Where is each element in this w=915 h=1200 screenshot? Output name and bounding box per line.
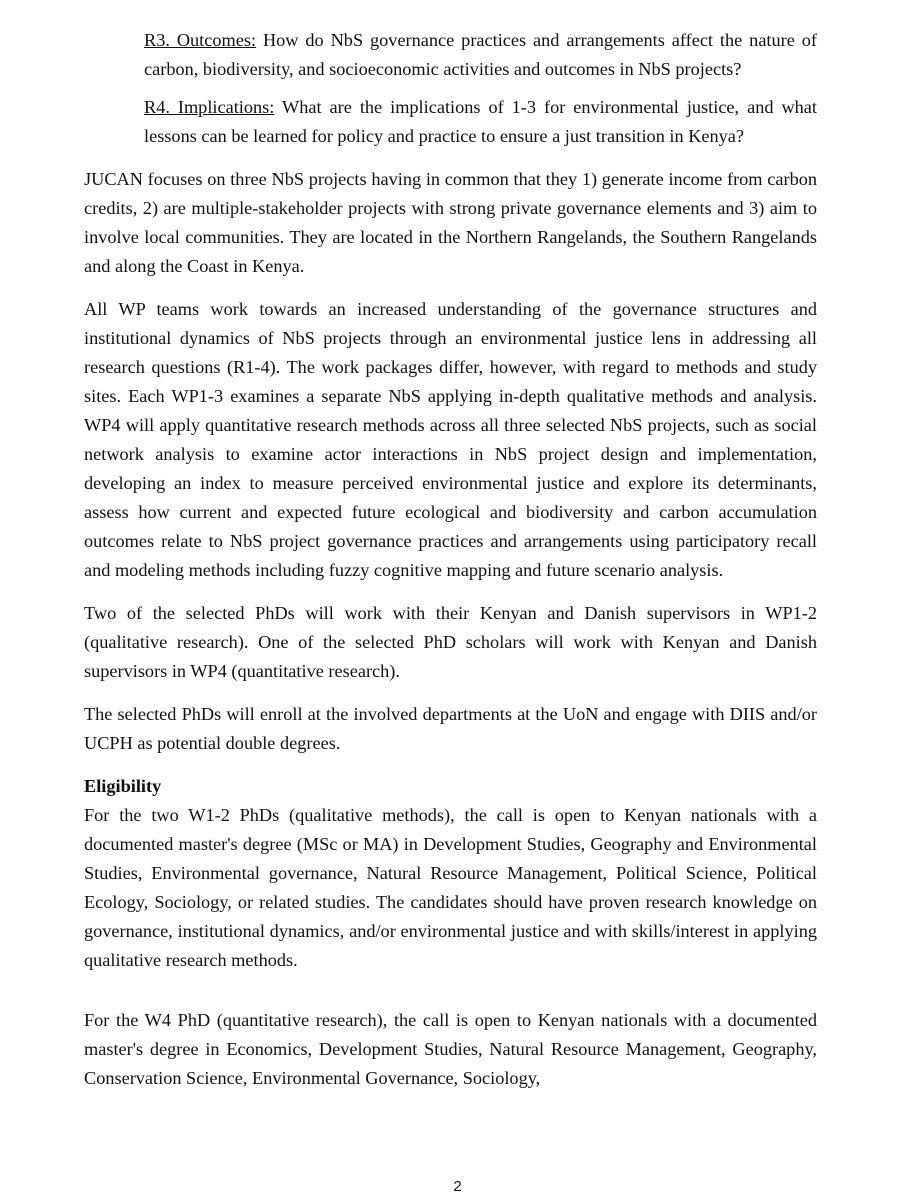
paragraph-enrollment: The selected PhDs will enroll at the involved departments at the UoN and engage with DIIS and/or UCPH as potential double degrees. — [84, 704, 817, 753]
rq-text: What are the implications of 1-3 for environmental justice, and what lessons can be learned for policy and practice to ensure a just transition in Kenya? — [144, 97, 817, 146]
paragraph-projects: JUCAN focuses on three NbS projects having in common that they 1) generate income from carbon credits, 2) are multiple-stakeholder projects with strong private governance elements and 3) aim to involve local communities. They are located in the Northern Rangelands, the Southern Rangelands and along the Coast in Kenya. — [84, 169, 817, 276]
paragraph-phd-supervisors: Two of the selected PhDs will work with their Kenyan and Danish supervisors in WP1-2 (qualitative research). One of the selected PhD scholars will work with Kenyan and Danish supervisors in WP4 (quantitative research). — [84, 603, 817, 681]
page-number: 2 — [453, 1178, 462, 1195]
eligibility-qualitative: For the two W1-2 PhDs (qualitative methods), the call is open to Kenyan nationals with a documented master's degree (MSc or MA) in Development Studies, Geography and Environmental Studies, Environmental governance, Natural Resource Management, Political Science, Political Ecology, Sociology, or related studies. The candidates should have proven research knowledge on governance, institutional dynamics, and/or environmental justice and with skills/interest in applying qualitative research methods. — [84, 805, 817, 970]
rq-text: How do NbS governance practices and arrangements affect the nature of carbon, biodiversity, and socioeconomic activities and outcomes in NbS projects? — [144, 30, 817, 79]
eligibility-quantitative: For the W4 PhD (quantitative research), the call is open to Kenyan nationals with a documented master's degree in Economics, Development Studies, Natural Resource Management, Geography, Conservation Science, Environmental Governance, Sociology, — [84, 1010, 817, 1088]
document-page — [84, 26, 817, 1093]
rq-label: R3. Outcomes: — [144, 30, 257, 50]
eligibility-heading: Eligibility — [84, 776, 162, 796]
research-question-r3 — [144, 26, 817, 84]
research-question-r4 — [144, 93, 817, 151]
rq-label: R4. Implications: — [144, 97, 275, 117]
paragraph-wp-teams: All WP teams work towards an increased understanding of the governance structures and institutional dynamics of NbS projects through an environmental justice lens in addressing all research questions (R1-4). The work packages differ, however, with regard to methods and study sites. Each WP1-3 examines a separate NbS applying in-depth qualitative methods and analysis. WP4 will apply quantitative research methods across all three selected NbS projects, such as social network analysis to examine actor interactions in NbS project design and implementation, developing an index to measure perceived environmental justice and explore its determinants, assess how current and expected future ecological and biodiversity and carbon accumulation outcomes relate to NbS project governance practices and arrangements using participatory recall and modeling methods including fuzzy cognitive mapping and future scenario analysis. — [84, 299, 817, 580]
